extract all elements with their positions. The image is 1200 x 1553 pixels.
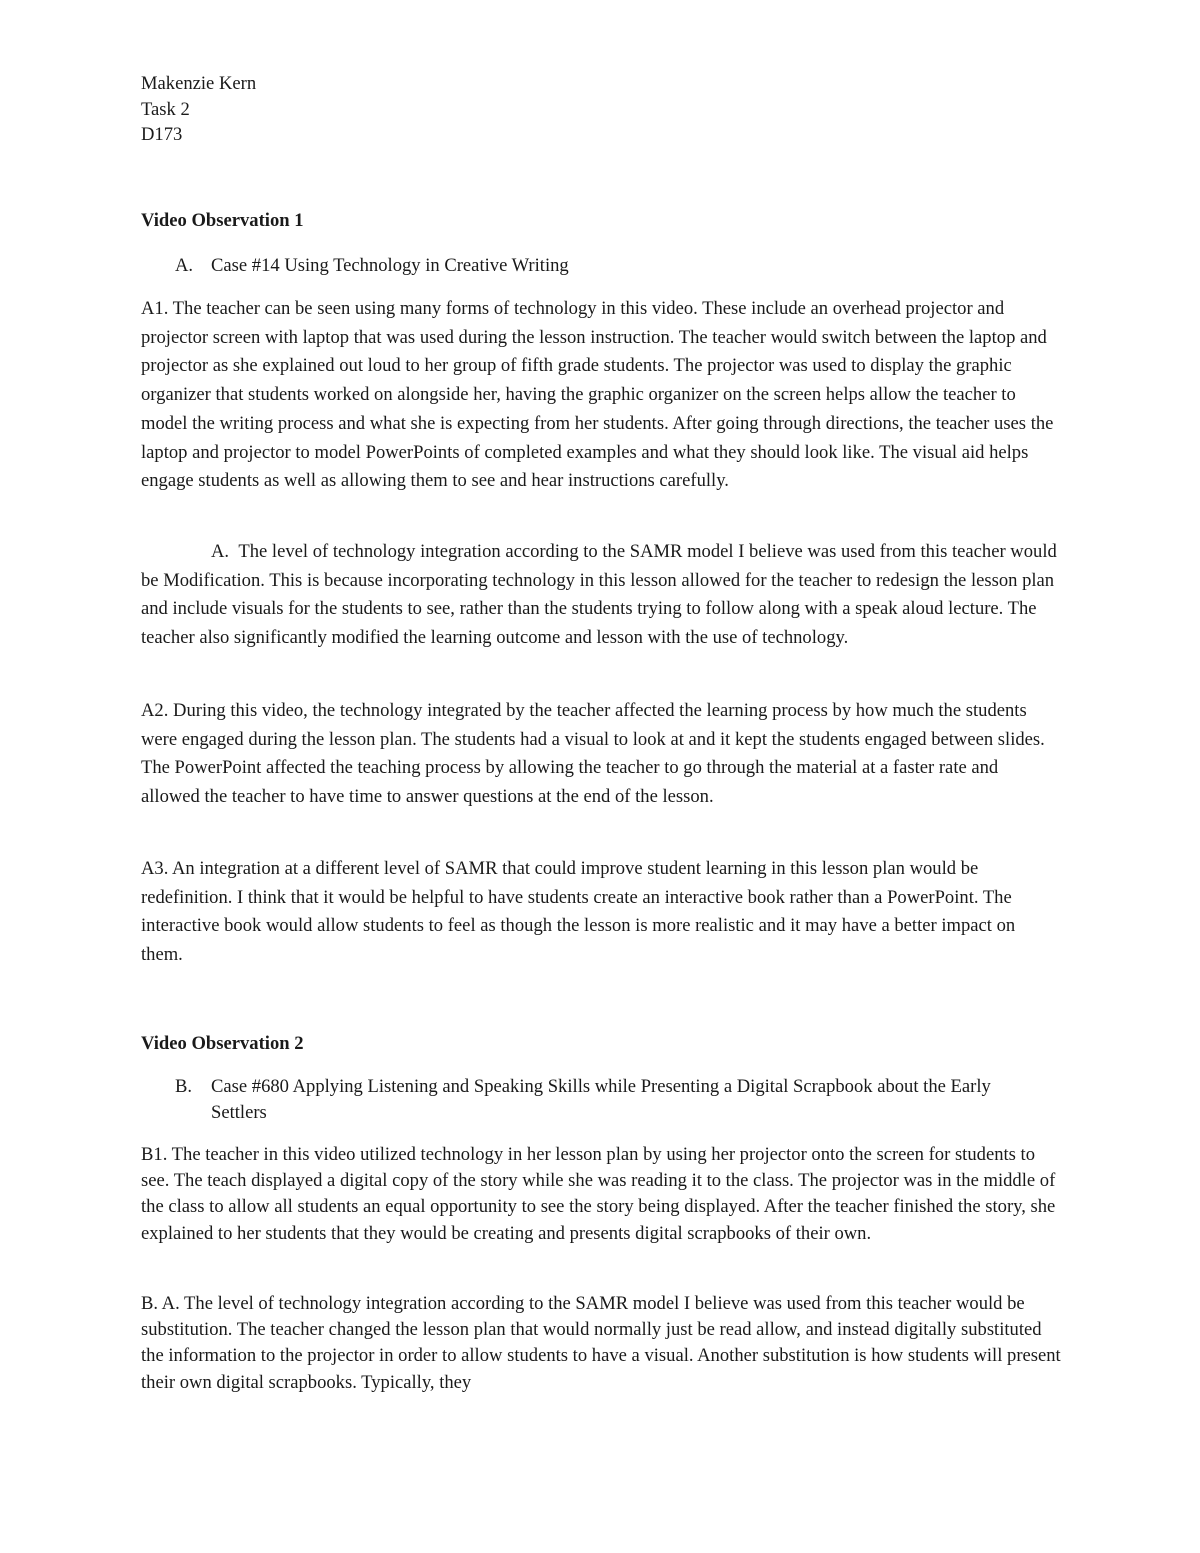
observation1-a2: A2. During this video, the technology integrated by the teacher affected the learning process by how much the students were engaged during the lesson plan. The students had a visual to look at and it kept the students engaged between slides. The PowerPoint affected the teaching process by allowing the teacher to go through the material at a faster rate and allowed the teacher to have time to answer questions at the end of the lesson. [141, 700, 1045, 808]
course-code: D173 [141, 124, 183, 145]
observation1-a-sub-marker: A. [211, 541, 230, 562]
observation1-a-sub [141, 538, 1061, 653]
observation2-heading: Video Observation 2 [141, 1033, 304, 1054]
observation1-heading: Video Observation 1 [141, 210, 304, 231]
author-name: Makenzie Kern [141, 73, 257, 94]
observation2-case-title: Case #680 Applying Listening and Speaking Skills while Presenting a Digital Scrapbook about the Early Settlers [211, 1076, 991, 1123]
observation1-a-sub-text: The level of technology integration according to the SAMR model I believe was used from this teacher would be Modification. This is because incorporating technology in this lesson allowed for the teacher to redesign the lesson plan and include visuals for the students to see, rather than the students trying to follow along with a speak aloud lecture. The teacher also significantly modified the learning outcome and lesson with the use of technology. [141, 541, 1057, 649]
observation2-b1: B1. The teacher in this video utilized technology in her lesson plan by using her projector onto the screen for students to see. The teach displayed a digital copy of the story while she was reading it to the class. The projector was in the middle of the class to allow all students an equal opportunity to see the story being displayed. After the teacher finished the story, she explained to her students that they would be creating and presents digital scrapbooks of their own. [141, 1144, 1056, 1244]
observation2-case-marker: B. [175, 1076, 193, 1097]
observation1-case-title: Case #14 Using Technology in Creative Writing [211, 255, 569, 276]
task-label: Task 2 [141, 99, 190, 120]
observation1-case-marker: A. [175, 255, 194, 276]
observation1-a3: A3. An integration at a different level of SAMR that could improve student learning in this lesson plan would be redefinition. I think that it would be helpful to have students create an interactive book rather than a PowerPoint. The interactive book would allow students to feel as though the lesson is more realistic and it may have a better impact on them. [141, 858, 1016, 966]
observation1-a1: A1. The teacher can be seen using many forms of technology in this video. These include an overhead projector and projector screen with laptop that was used during the lesson instruction. The teacher would switch between the laptop and projector as she explained out loud to her group of fifth grade students. The projector was used to display the graphic organizer that students worked on alongside her, having the graphic organizer on the screen helps allow the teacher to model the writing process and what she is expecting from her students. After going through directions, the teacher uses the laptop and projector to model PowerPoints of completed examples and what they should look like. The visual aid helps engage students as well as allowing them to see and hear instructions carefully. [141, 298, 1054, 492]
observation2-ba: B. A. The level of technology integration according to the SAMR model I believe was used from this teacher would be substitution. The teacher changed the lesson plan that would normally just be read allow, and instead digitally substituted the information to the projector in order to allow students to have a visual. Another substitution is how students will present their own digital scrapbooks. Typically, they [141, 1293, 1061, 1393]
